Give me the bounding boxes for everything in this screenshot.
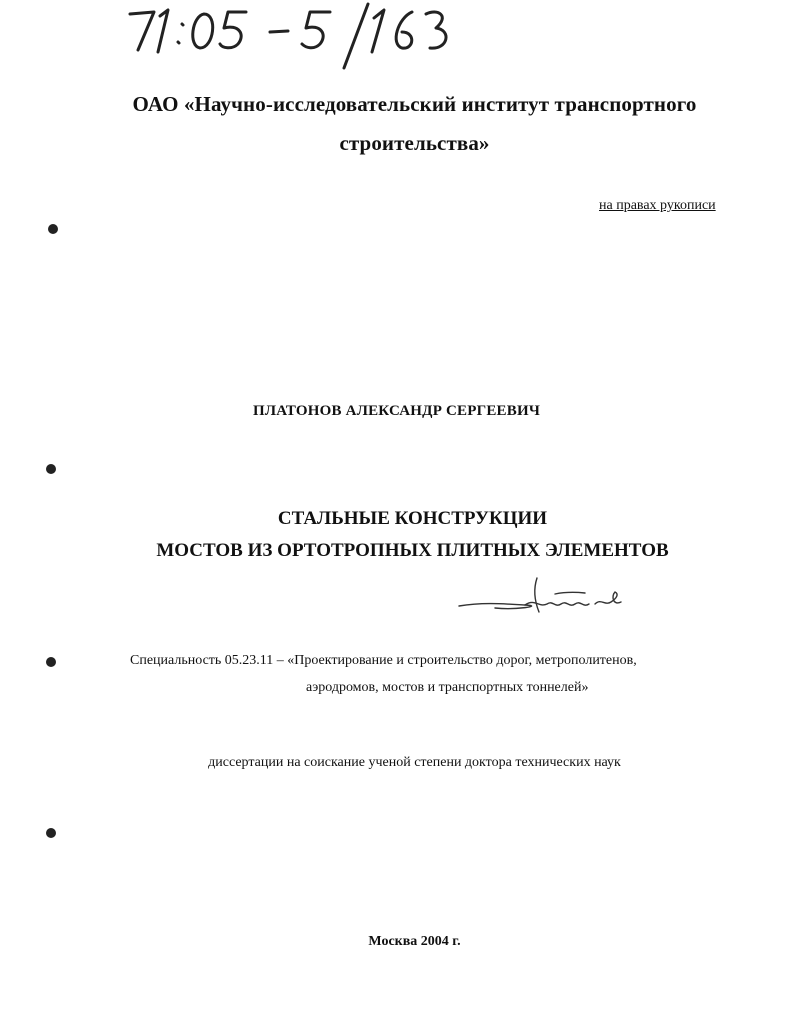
institute-name-line1: ОАО «Научно-исследовательский институт транспортного bbox=[132, 92, 697, 116]
punch-hole-mark-2 bbox=[44, 462, 58, 476]
degree-statement: диссертации на соискание ученой степени доктора технических наук bbox=[208, 755, 621, 770]
punch-hole-mark-4 bbox=[44, 826, 58, 840]
dissertation-title-line1: СТАЛЬНЫЕ КОНСТРУКЦИИ bbox=[277, 508, 548, 529]
author-signature bbox=[455, 572, 635, 622]
signature-drawing bbox=[455, 572, 635, 622]
institute-name-line2: строительства» bbox=[339, 131, 490, 155]
city-and-year: Москва 2004 г. bbox=[368, 934, 461, 949]
punch-hole-mark-1 bbox=[46, 222, 60, 236]
specialty-line2: аэродромов, мостов и транспортных тоннелей» bbox=[306, 680, 589, 695]
author-name: ПЛАТОНОВ АЛЕКСАНДР СЕРГЕЕВИЧ bbox=[252, 403, 541, 419]
handwritten-catalog-number bbox=[120, 0, 480, 72]
manuscript-rights-note: на правах рукописи bbox=[599, 198, 716, 213]
dissertation-title-line2: МОСТОВ ИЗ ОРТОТРОПНЫХ ПЛИТНЫХ ЭЛЕМЕНТОВ bbox=[156, 540, 669, 561]
specialty-line1: Специальность 05.23.11 – «Проектирование и строительство дорог, метрополитенов, bbox=[130, 653, 637, 668]
handwritten-number-drawing bbox=[120, 0, 480, 72]
punch-hole-mark-3 bbox=[44, 655, 58, 669]
